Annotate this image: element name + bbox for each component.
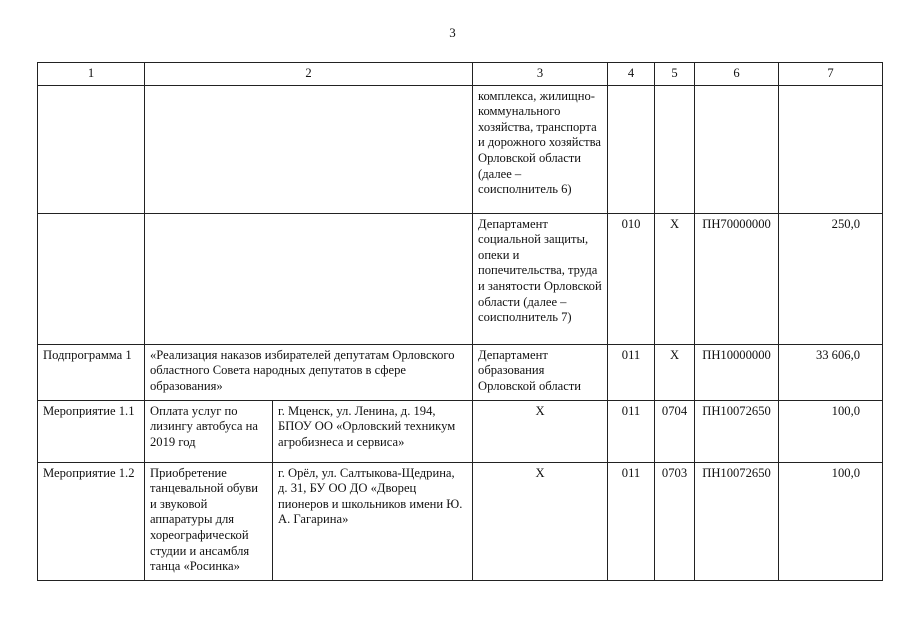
target-article-cell: ПН10072650 (695, 462, 779, 580)
header-col-6: 6 (695, 63, 779, 86)
executor-cell: Департамент социальной защиты, опеки и попечительства, труда и занятости Орловской области (далее – соисполнитель 7) (473, 213, 608, 344)
section-cell: Х (655, 213, 695, 344)
subprogram-title-cell: «Реализация наказов избирателей депутатам Орловского областного Совета народных депутатов в сфере образования» (145, 344, 473, 400)
cell-empty (779, 85, 883, 213)
measure-description-cell: Приобретение танцевальной обуви и звуковой аппаратуры для хореографической студии и ансамбля танца «Росинка» (145, 462, 273, 580)
executor-cell: Департамент образования Орловской области (473, 344, 608, 400)
table-row (38, 344, 883, 400)
budget-table (37, 62, 883, 581)
header-col-7: 7 (779, 63, 883, 86)
cell-empty (38, 213, 145, 344)
measure-description-cell: Оплата услуг по лизингу автобуса на 2019 год (145, 400, 273, 462)
header-row (38, 63, 883, 86)
cell-empty (145, 85, 473, 213)
page-number: 3 (449, 25, 456, 40)
target-article-cell: ПН70000000 (695, 213, 779, 344)
executor-cell: Х (473, 400, 608, 462)
target-article-cell: ПН10072650 (695, 400, 779, 462)
measure-address-cell: г. Мценск, ул. Ленина, д. 194, БПОУ ОО «Орловский техникум агробизнеса и сервиса» (273, 400, 473, 462)
code-cell: 011 (608, 400, 655, 462)
section-cell: Х (655, 344, 695, 400)
header-col-1: 1 (38, 63, 145, 86)
amount-cell: 100,0 (779, 400, 883, 462)
row-label-cell: Мероприятие 1.2 (38, 462, 145, 580)
cell-empty (38, 85, 145, 213)
cell-empty (655, 85, 695, 213)
header-col-4: 4 (608, 63, 655, 86)
amount-cell: 33 606,0 (779, 344, 883, 400)
target-article-cell: ПН10000000 (695, 344, 779, 400)
table-row (38, 400, 883, 462)
table-row (38, 85, 883, 213)
cell-empty (608, 85, 655, 213)
header-col-5: 5 (655, 63, 695, 86)
table-row (38, 462, 883, 580)
code-cell: 011 (608, 344, 655, 400)
code-cell: 010 (608, 213, 655, 344)
cell-empty (145, 213, 473, 344)
header-col-2: 2 (145, 63, 473, 86)
header-col-3: 3 (473, 63, 608, 86)
amount-cell: 250,0 (779, 213, 883, 344)
section-cell: 0703 (655, 462, 695, 580)
amount-cell: 100,0 (779, 462, 883, 580)
row-label-cell: Подпрограмма 1 (38, 344, 145, 400)
code-cell: 011 (608, 462, 655, 580)
cont-executor-cell: комплекса, жилищно-коммунального хозяйства, транспорта и дорожного хозяйства Орловской области (далее – соисполнитель 6) (473, 85, 608, 213)
cell-empty (695, 85, 779, 213)
measure-address-cell: г. Орёл, ул. Салтыкова-Щедрина, д. 31, БУ ОО ДО «Дворец пионеров и школьников имени Ю. А. Гагарина» (273, 462, 473, 580)
table-row (38, 213, 883, 344)
executor-cell: Х (473, 462, 608, 580)
section-cell: 0704 (655, 400, 695, 462)
row-label-cell: Мероприятие 1.1 (38, 400, 145, 462)
